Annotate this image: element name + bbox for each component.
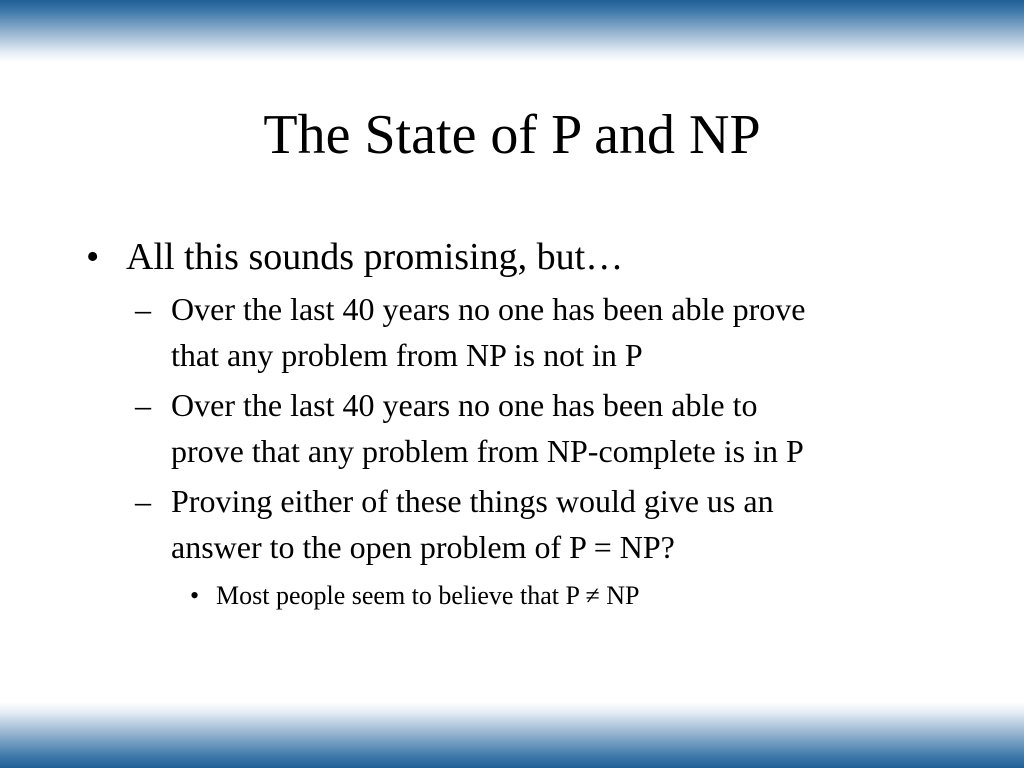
bullet-text: All this sounds promising, but… (126, 236, 624, 278)
sub-bullet-line: prove that any problem from NP-complete is in P (171, 433, 804, 469)
sub-sub-bullet-text: Most people seem to believe that P ≠ NP (216, 581, 640, 610)
sub-bullet-1 (135, 286, 986, 378)
top-gradient-band (0, 0, 1024, 62)
bottom-gradient-band (0, 702, 1024, 768)
sub-bullet-line: Over the last 40 years no one has been able prove (171, 291, 806, 327)
dash-marker: – (135, 483, 151, 519)
bullet-marker: • (86, 236, 100, 278)
slide-title: The State of P and NP (263, 104, 761, 166)
sub-bullet-line: that any problem from NP is not in P (171, 337, 643, 373)
sub-bullet-3 (135, 478, 986, 570)
bullet-level1 (86, 232, 986, 282)
sub-bullet-line: answer to the open problem of P = NP? (171, 529, 675, 565)
dash-marker: – (135, 291, 151, 327)
dash-marker: – (135, 387, 151, 423)
slide-body (86, 232, 986, 616)
bullet-marker: • (190, 581, 200, 610)
sub-sub-bullet-1 (190, 576, 986, 616)
sub-bullet-line: Proving either of these things would give us an (171, 483, 774, 519)
sub-bullet-2 (135, 382, 986, 474)
sub-bullet-line: Over the last 40 years no one has been able to (171, 387, 758, 423)
